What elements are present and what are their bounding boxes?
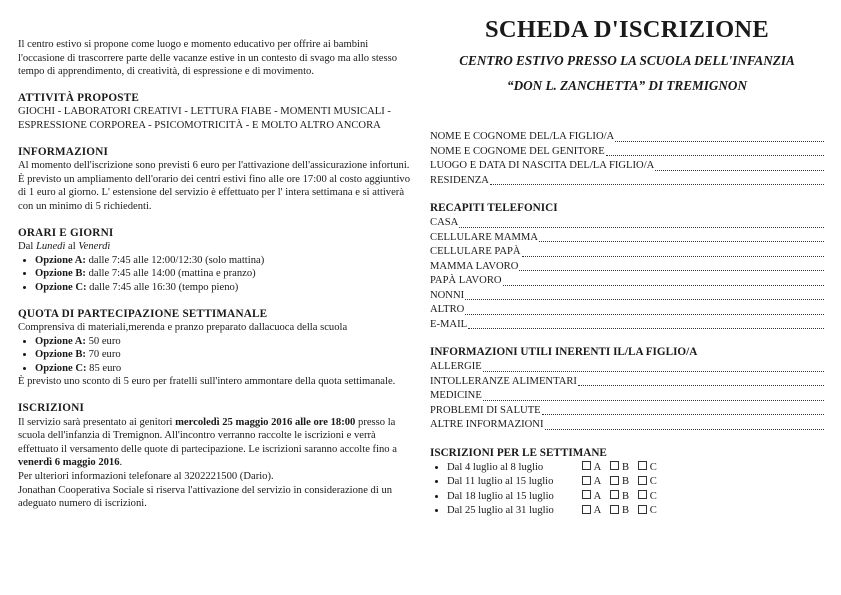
option-text: dalle 7:45 alle 12:00/12:30 (solo mattina) — [88, 254, 265, 266]
week-option-a[interactable] — [582, 461, 602, 476]
info-figlio-heading: INFORMAZIONI UTILI INERENTI IL/LA FIGLIO/A — [430, 346, 698, 358]
week-option-c[interactable] — [638, 461, 657, 476]
field-label: CELLULARE MAMMA — [430, 231, 538, 243]
option-letter: B — [621, 476, 630, 488]
fill-line[interactable] — [606, 155, 824, 156]
field-intolleranze[interactable] — [430, 375, 824, 390]
option-text: dalle 7:45 alle 16:30 (tempo pieno) — [89, 281, 239, 293]
fill-line[interactable] — [578, 385, 824, 386]
week-row — [447, 475, 824, 490]
fill-line[interactable] — [483, 400, 824, 401]
field-label: CELLULARE PAPÀ — [430, 246, 521, 257]
iscrizioni-riserva: Jonathan Cooperativa Sociale si riserva l'attivazione del servizio in considerazione di un adeguato numero di iscrizioni. — [18, 484, 393, 510]
field-email[interactable] — [430, 318, 824, 333]
field-altro[interactable] — [430, 303, 824, 318]
form-subtitle-1: CENTRO ESTIVO PRESSO LA SCUOLA DELL'INFANZIA — [459, 53, 795, 68]
checkbox-icon[interactable] — [610, 505, 619, 514]
field-nome-genitore[interactable] — [430, 145, 824, 160]
option-name: Opzione B: — [35, 349, 86, 361]
option-letter: A — [593, 461, 602, 473]
quota-options-list — [18, 335, 410, 376]
field-papa-lavoro[interactable] — [430, 274, 824, 289]
option-letter: A — [593, 490, 602, 502]
fill-line[interactable] — [542, 414, 824, 415]
field-label: NOME E COGNOME DEL GENITORE — [430, 145, 605, 157]
checkbox-icon[interactable] — [638, 505, 647, 514]
quota-text: Comprensiva di materiali,merenda e pranzo preparato dallacuoca della scuola — [18, 322, 348, 334]
option-text: 85 euro — [89, 362, 122, 374]
option-letter: C — [649, 461, 657, 473]
checkbox-icon[interactable] — [638, 461, 647, 470]
week-label: Dal 25 luglio al 31 luglio — [447, 505, 554, 517]
iscrizioni-date-scadenza: venerdì 6 maggio 2016 — [18, 457, 120, 469]
option-letter: C — [649, 505, 657, 517]
checkbox-icon[interactable] — [582, 505, 591, 514]
quota-sconto: È previsto uno sconto di 5 euro per fratelli sull'intero ammontare della quota settimanale. — [18, 376, 396, 388]
quota-heading: QUOTA DI PARTECIPAZIONE SETTIMANALE — [18, 307, 268, 320]
field-mamma-lavoro[interactable] — [430, 260, 824, 275]
checkbox-icon[interactable] — [582, 490, 591, 499]
field-label: PROBLEMI DI SALUTE — [430, 404, 541, 416]
checkbox-icon[interactable] — [610, 476, 619, 485]
option-text: 50 euro — [88, 335, 121, 347]
week-option-b[interactable] — [610, 504, 629, 519]
iscrizioni-paragraph — [18, 416, 410, 470]
info-figlio-section — [430, 345, 824, 433]
option-letter: A — [593, 476, 602, 488]
checkbox-icon[interactable] — [610, 461, 619, 470]
intro-paragraph: Il centro estivo si propone come luogo e momento educativo per offrire ai bambini l'occasione di trascorrere parte delle vacanze estive in un contesto di svago ma allo stesso tempo di apprendimento, di creatività, di espressione e di movimento. — [18, 39, 398, 78]
week-label: Dal 11 luglio al 15 luglio — [447, 476, 554, 488]
orari-dal: Dal — [18, 241, 34, 253]
iscrizioni-text-3: . — [119, 457, 123, 469]
recapiti-heading: RECAPITI TELEFONICI — [430, 202, 558, 214]
orari-option — [35, 254, 410, 268]
option-letter: A — [593, 505, 602, 517]
field-altre-informazioni[interactable] — [430, 418, 824, 433]
personal-fields — [430, 130, 824, 188]
orari-section — [18, 227, 410, 295]
iscrizioni-section — [18, 402, 410, 511]
orari-days — [18, 240, 410, 254]
option-text: 70 euro — [88, 349, 121, 361]
field-label: ALTRO — [430, 304, 465, 315]
week-row — [447, 461, 824, 476]
fill-line[interactable] — [519, 270, 824, 271]
orari-venerdi: Venerdì — [78, 241, 111, 253]
week-option-b[interactable] — [610, 461, 629, 476]
iscrizioni-heading: ISCRIZIONI — [18, 402, 85, 415]
fill-line[interactable] — [459, 227, 824, 228]
week-option-a[interactable] — [582, 504, 602, 519]
orari-options-list — [18, 254, 410, 295]
fill-line[interactable] — [490, 184, 824, 185]
registration-form — [430, 130, 824, 519]
fill-line[interactable] — [465, 314, 824, 315]
orari-heading: ORARI E GIORNI — [18, 226, 114, 239]
week-option-c[interactable] — [638, 490, 657, 505]
quota-option — [35, 335, 410, 349]
week-label: Dal 4 luglio al 8 luglio — [447, 461, 544, 473]
week-label: Dal 18 luglio al 15 luglio — [447, 490, 554, 502]
option-text: dalle 7:45 alle 14:00 (mattina e pranzo) — [88, 268, 256, 280]
field-label: INTOLLERANZE ALIMENTARI — [430, 375, 577, 387]
recapiti-section — [430, 201, 824, 332]
field-nonni[interactable] — [430, 289, 824, 304]
option-name: Opzione A: — [35, 254, 86, 266]
week-option-a[interactable] — [582, 475, 602, 490]
field-label: NONNI — [430, 289, 465, 301]
form-title: SCHEDA D'ISCRIZIONE — [484, 16, 770, 43]
field-label: NOME E COGNOME DEL/LA FIGLIO/A — [430, 131, 615, 142]
field-cellulare-mamma[interactable] — [430, 231, 824, 246]
option-letter: B — [621, 505, 630, 517]
info-column — [18, 38, 410, 511]
field-medicine[interactable] — [430, 389, 824, 404]
week-option-c[interactable] — [638, 504, 657, 519]
option-name: Opzione A: — [35, 335, 86, 347]
checkbox-icon[interactable] — [582, 476, 591, 485]
weeks-list — [430, 461, 824, 519]
week-option-b[interactable] — [610, 490, 629, 505]
orari-option — [35, 267, 410, 281]
checkbox-icon[interactable] — [610, 490, 619, 499]
quota-section — [18, 308, 410, 390]
field-label: E-MAIL — [430, 318, 468, 330]
form-subtitle-2: “DON L. ZANCHETTA” DI TREMIGNON — [507, 78, 747, 93]
informazioni-heading: INFORMAZIONI — [18, 145, 109, 158]
fill-line[interactable] — [545, 429, 825, 430]
field-label: ALTRE INFORMAZIONI — [430, 419, 544, 430]
iscrizioni-telefono: Per ulteriori informazioni telefonare al 3202221500 (Dario). — [18, 471, 274, 483]
orari-al: al — [68, 241, 76, 253]
informazioni-paragraph-2: È previsto un ampliamento dell'orario dei centri estivi fino alle ore 17:00 al costo aggiuntivo di 1 euro al giorno. L' estensione del servizio è effettuato per l' intera settimana e si attiverà con un minimo di 5 richiedenti. — [18, 173, 411, 212]
fill-line[interactable] — [503, 285, 824, 286]
attivita-text: GIOCHI - LABORATORI CREATIVI - LETTURA FIABE - MOMENTI MUSICALI - ESPRESSIONE CORPOREA - PSICOMOTRICITÀ - E MOLTO ALTRO ANCORA — [18, 106, 391, 131]
iscrizioni-text-1: Il servizio sarà presentato ai genitori — [18, 416, 173, 428]
option-letter: C — [649, 476, 657, 488]
field-nome-figlio[interactable] — [430, 130, 824, 145]
week-option-a[interactable] — [582, 490, 602, 505]
informazioni-section — [18, 146, 410, 214]
quota-option — [35, 348, 410, 362]
fill-line[interactable] — [465, 299, 824, 300]
fill-line[interactable] — [539, 241, 824, 242]
field-luogo-data-nascita[interactable] — [430, 159, 824, 174]
field-label: MEDICINE — [430, 390, 482, 401]
settimane-heading: ISCRIZIONI PER LE SETTIMANE — [430, 446, 607, 459]
field-casa[interactable] — [430, 216, 824, 231]
attivita-heading: ATTIVITÀ PROPOSTE — [18, 91, 139, 104]
week-row — [447, 504, 824, 519]
week-option-c[interactable] — [638, 475, 657, 490]
option-name: Opzione C: — [35, 281, 87, 293]
informazioni-paragraph-1: Al momento dell'iscrizione sono previsti 6 euro per l'attivazione dell'assicurazione infortuni. — [18, 160, 410, 172]
week-option-b[interactable] — [610, 475, 629, 490]
field-label: PAPÀ LAVORO — [430, 275, 502, 286]
checkbox-icon[interactable] — [638, 476, 647, 485]
field-label: ALLERGIE — [430, 361, 482, 372]
orari-lunedi: Lunedì — [35, 241, 66, 253]
field-label: MAMMA LAVORO — [430, 260, 519, 272]
option-letter: B — [621, 461, 630, 473]
field-cellulare-papa[interactable] — [430, 245, 824, 260]
fill-line[interactable] — [522, 256, 824, 257]
fill-line[interactable] — [655, 170, 824, 171]
field-label: LUOGO E DATA DI NASCITA DEL/LA FIGLIO/A — [430, 160, 655, 171]
attivita-section — [18, 92, 410, 133]
iscrizioni-date-presentazione: mercoledì 25 maggio 2016 alle ore 18:00 — [175, 416, 356, 428]
checkbox-icon[interactable] — [582, 461, 591, 470]
orari-option — [35, 281, 410, 295]
field-residenza[interactable] — [430, 174, 824, 189]
option-letter: C — [649, 490, 657, 502]
fill-line[interactable] — [483, 371, 824, 372]
iscrizioni-text-2: presso la scuola dell'infanzia di Tremignon. All'incontro verranno raccolte le iscrizioni e verrà effettuato il versamento delle quote di partecipazione. Le iscrizioni saranno accolte fino a — [18, 416, 397, 455]
field-allergie[interactable] — [430, 360, 824, 375]
week-row — [447, 490, 824, 505]
fill-line[interactable] — [468, 328, 824, 329]
field-problemi-salute[interactable] — [430, 404, 824, 419]
settimane-section — [430, 446, 824, 519]
option-letter: B — [621, 490, 630, 502]
field-label: RESIDENZA — [430, 174, 489, 186]
fill-line[interactable] — [615, 141, 824, 142]
option-name: Opzione B: — [35, 268, 86, 280]
field-label: CASA — [430, 217, 459, 228]
checkbox-icon[interactable] — [638, 490, 647, 499]
quota-option — [35, 362, 410, 376]
option-name: Opzione C: — [35, 362, 87, 374]
